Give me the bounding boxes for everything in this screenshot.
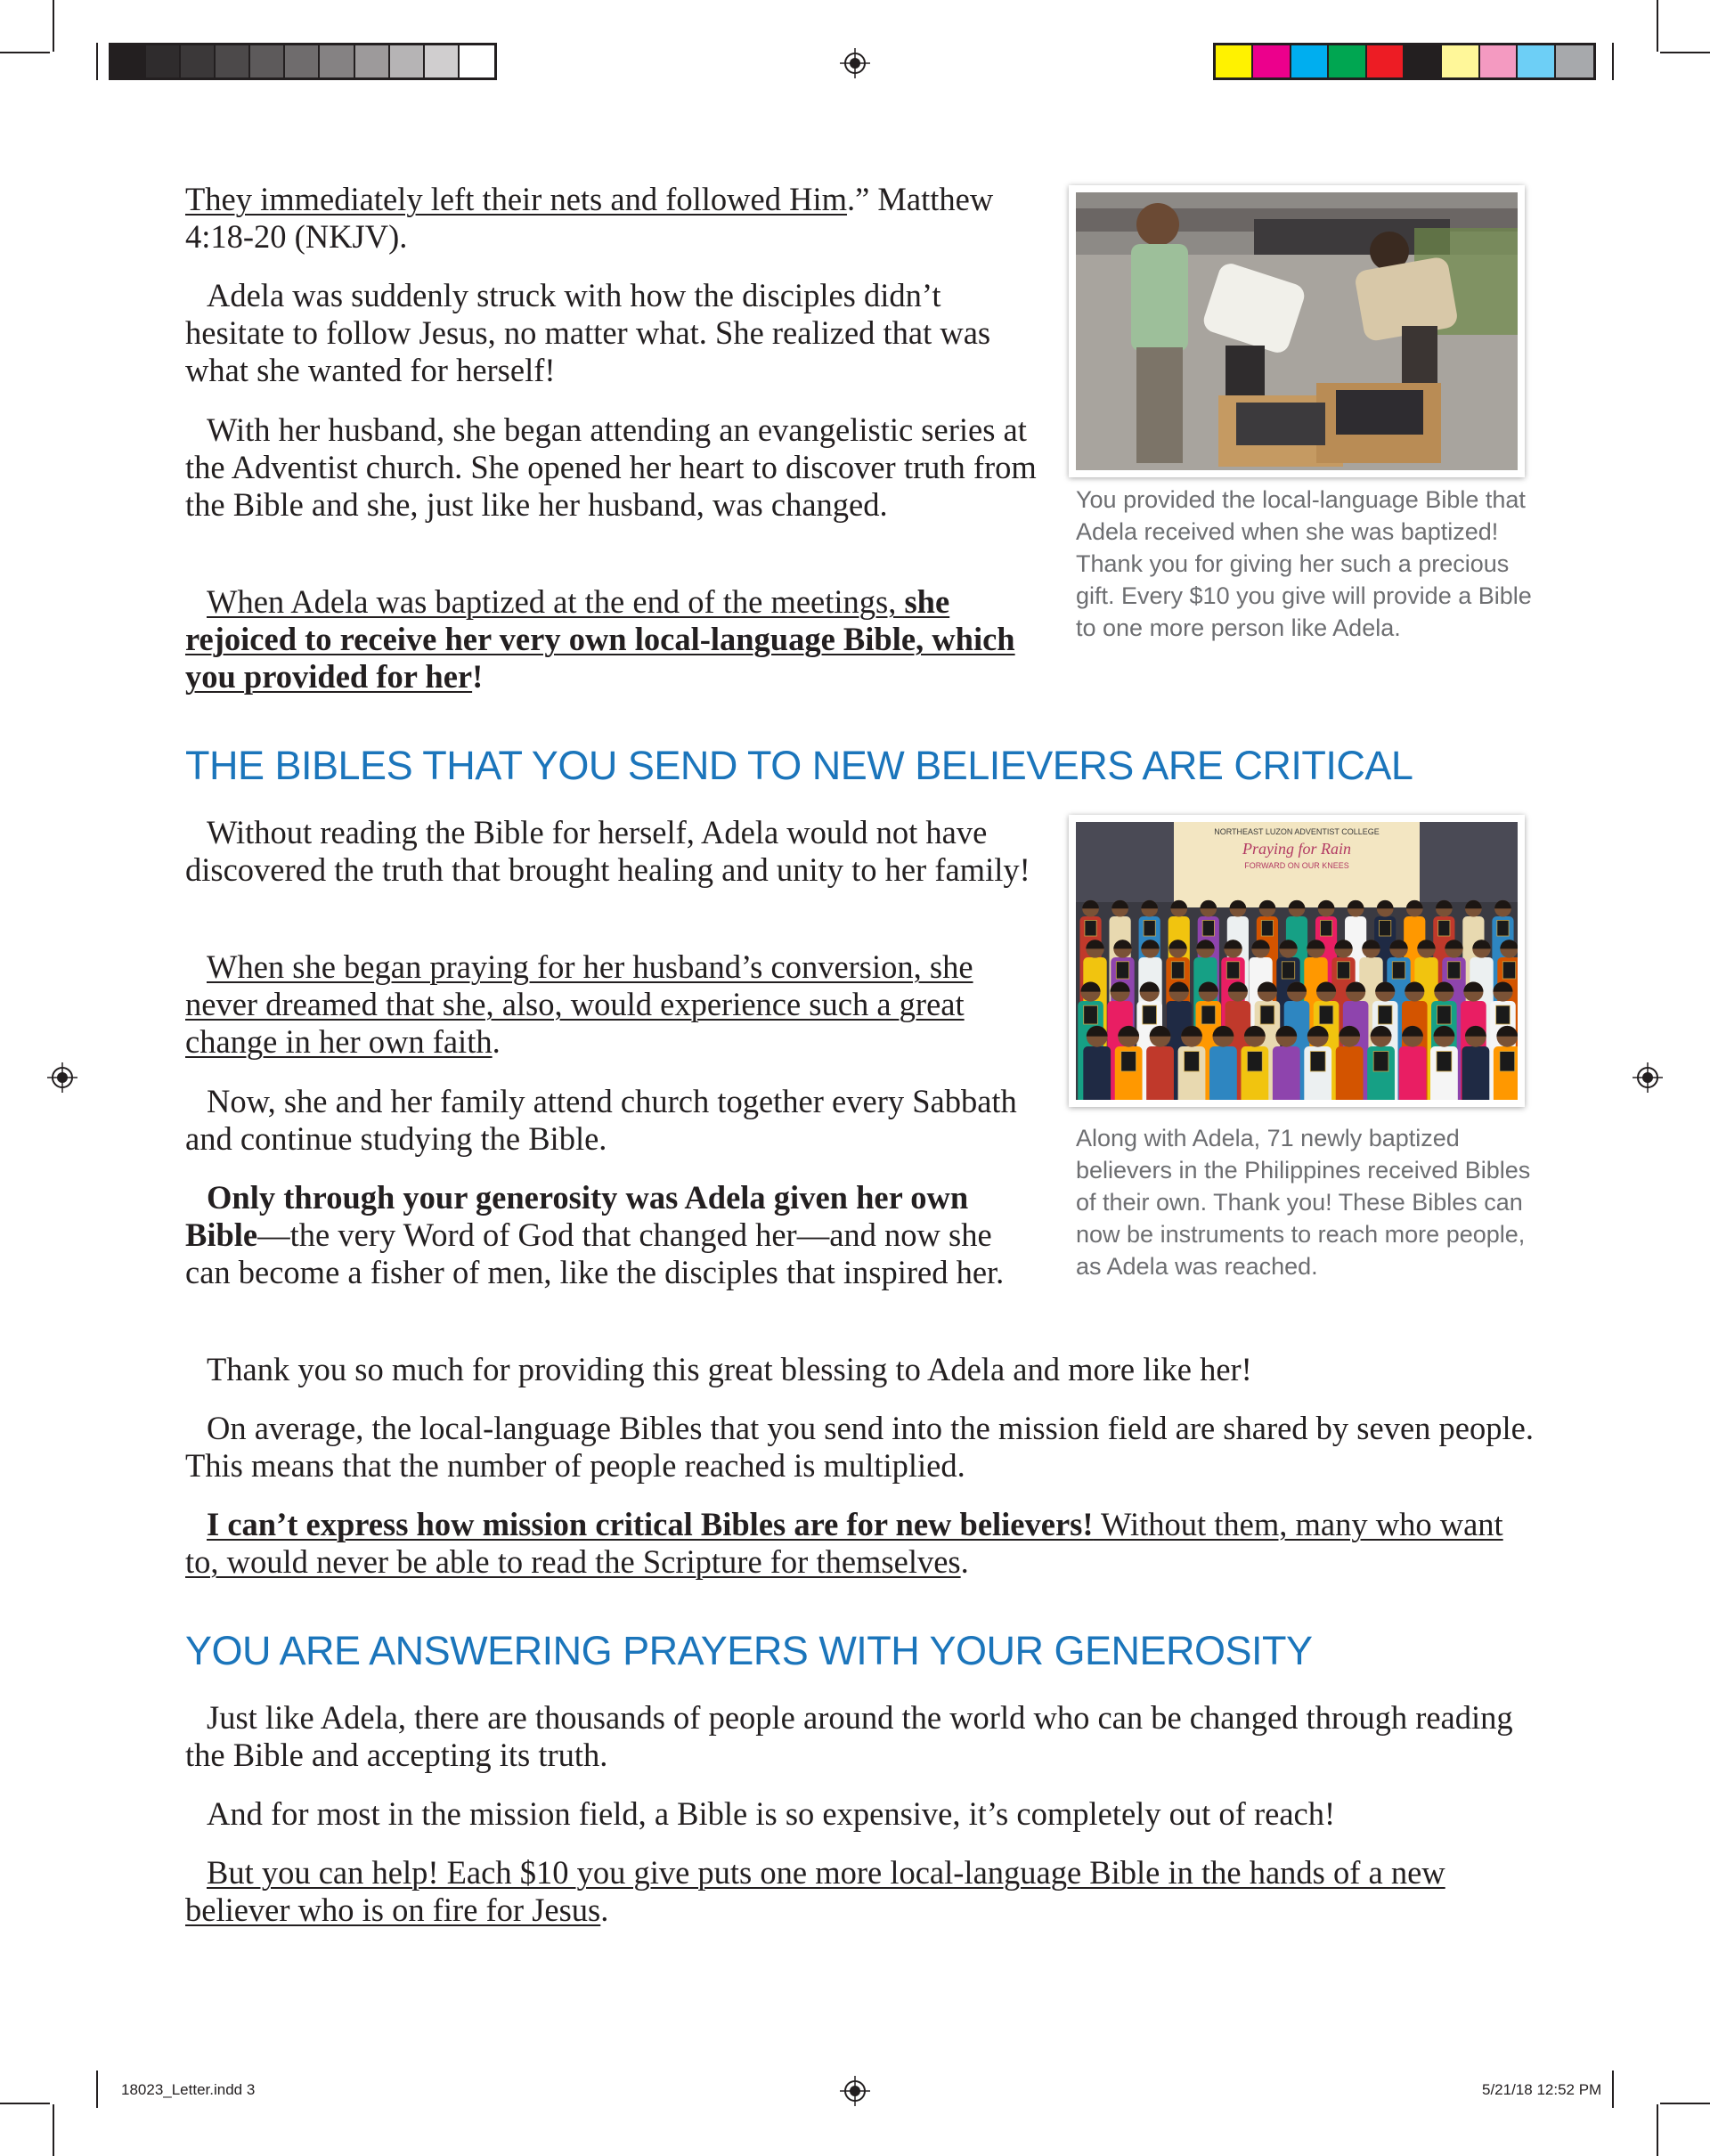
registration-mark-icon xyxy=(840,2076,870,2106)
section2-p3-underlined: But you can help! Each $10 you give puts one more local-language Bible in the hands of a new believer who is on fire for Jesus xyxy=(185,1854,1445,1928)
section2-paragraph-3 xyxy=(185,1854,1539,1929)
section2-p2-text: And for most in the mission field, a Bible is so expensive, it’s completely out of reach! xyxy=(207,1795,1336,1832)
color-swatch xyxy=(1329,45,1366,77)
bible-in-hand xyxy=(1438,920,1450,936)
section2-p3-end: . xyxy=(600,1892,609,1928)
person-body xyxy=(1209,1046,1237,1100)
intro-paragraph-2 xyxy=(185,411,1040,524)
bible-in-hand xyxy=(1084,1005,1098,1024)
quote-paragraph xyxy=(185,181,1040,256)
process-color-bar xyxy=(1213,43,1596,80)
color-swatch xyxy=(1253,45,1291,77)
quote-underlined: They immediately left their nets and followed Him xyxy=(185,181,847,217)
intro-p3-end: ! xyxy=(472,658,484,695)
person-body xyxy=(1462,1046,1489,1100)
baptized-believers-photo xyxy=(1069,815,1525,1107)
bible-in-hand xyxy=(1380,920,1391,936)
person-body xyxy=(1399,1046,1427,1100)
color-swatch xyxy=(1216,45,1253,77)
bible-in-hand xyxy=(1260,1005,1274,1024)
gray-swatch xyxy=(355,45,390,77)
gray-swatch xyxy=(425,45,460,77)
section1-paragraph-1 xyxy=(185,814,1040,889)
bible-in-hand xyxy=(1320,920,1331,936)
color-swatch xyxy=(1556,45,1593,77)
banner-school: NORTHEAST LUZON ADVENTIST COLLEGE xyxy=(1214,827,1380,836)
bible-in-hand xyxy=(1282,962,1294,979)
section1-paragraph-7 xyxy=(185,1506,1539,1581)
section2-paragraph-2 xyxy=(185,1795,1539,1833)
bible-in-hand xyxy=(1373,1052,1388,1071)
registration-mark-icon xyxy=(1633,1062,1663,1093)
person-body xyxy=(1146,1046,1174,1100)
intro-paragraph-3 xyxy=(185,583,1040,696)
section1-p7-bold: I can’t express how mission critical Bibles are for new believers! xyxy=(207,1506,1094,1542)
gray-swatch xyxy=(111,45,146,77)
bible-in-hand xyxy=(1319,1005,1333,1024)
intro-p3-underlined: When Adela was baptized at the end of the meetings, xyxy=(207,583,905,620)
bible-in-hand xyxy=(1378,1005,1392,1024)
gray-swatch xyxy=(320,45,354,77)
section2-paragraph-1 xyxy=(185,1699,1539,1774)
section1-paragraph-3 xyxy=(185,1083,1040,1158)
bible-in-hand xyxy=(1447,962,1460,979)
section1-p1-text: Without reading the Bible for herself, Adela would not have discovered the truth that brought healing and unity to her family! xyxy=(185,814,1030,888)
bible-in-hand xyxy=(1261,920,1273,936)
section1-p2-underlined: When she began praying for her husband’s conversion, she never dreamed that she, also, would experience such a great change in her own faith xyxy=(185,948,973,1060)
crowd-of-believers xyxy=(1078,900,1518,1100)
section1-p2-end: . xyxy=(492,1023,501,1060)
section1-p6-text: On average, the local-language Bibles that you send into the mission field are shared by seven people. This means that the number of people reached is multiplied. xyxy=(185,1410,1534,1484)
bible-in-hand xyxy=(1392,962,1405,979)
bible-in-hand xyxy=(1437,1052,1452,1071)
intro-paragraph-1 xyxy=(185,277,1040,389)
bible-in-hand xyxy=(1226,962,1239,979)
bible-in-hand xyxy=(1502,962,1515,979)
bible-in-hand xyxy=(1500,1052,1515,1071)
bible-in-hand xyxy=(1337,962,1349,979)
bible-in-hand xyxy=(1437,1005,1452,1024)
bible-in-hand xyxy=(1121,1052,1136,1071)
quote-tail: .” Matthew 4:18-20 (NKJV). xyxy=(185,181,994,255)
bible-in-hand xyxy=(1310,1052,1325,1071)
banner-title: Praying for Rain xyxy=(1242,840,1351,858)
section2-heading: YOU ARE ANSWERING PRAYERS WITH YOUR GENEROSITY xyxy=(185,1628,1313,1673)
section1-p7-end: . xyxy=(960,1543,969,1580)
color-swatch xyxy=(1480,45,1518,77)
color-swatch xyxy=(1518,45,1555,77)
registration-mark-icon xyxy=(840,48,870,78)
bible-in-hand xyxy=(1185,1052,1200,1071)
bible-unpacking-photo xyxy=(1069,185,1525,477)
person-body xyxy=(1336,1046,1364,1100)
intro-p3-bold: she rejoiced to receive her very own local-language Bible, which you provided for her xyxy=(185,583,1015,695)
gray-swatch xyxy=(390,45,425,77)
section1-heading: THE BIBLES THAT YOU SEND TO NEW BELIEVERS ARE CRITICAL xyxy=(185,743,1413,788)
color-swatch xyxy=(1442,45,1479,77)
photo2-caption: Along with Adela, 71 newly baptized believers in the Philippines received Bibles of their own. Thank you! These Bibles can now be instruments to reach more people, as Adela was reached. xyxy=(1076,1125,1531,1280)
bible-in-hand xyxy=(1201,1005,1216,1024)
gray-swatch xyxy=(216,45,250,77)
gray-swatch xyxy=(460,45,494,77)
date-slug: 5/21/18 12:52 PM xyxy=(1482,2081,1602,2098)
photo1-caption: You provided the local-language Bible that Adela received when she was baptized! Thank you for giving her such a precious gift. Every $10 you give will provide a Bible to one more person like Adela. xyxy=(1076,486,1532,641)
gray-swatch xyxy=(250,45,285,77)
bible-in-hand xyxy=(1171,962,1184,979)
bible-in-hand xyxy=(1497,920,1509,936)
section1-paragraph-4 xyxy=(185,1179,1040,1291)
section1-p7-underlined: Without them, many who want to, would never be able to read the Scripture for themselves xyxy=(185,1506,1503,1580)
section1-p5-text: Thank you so much for providing this great blessing to Adela and more like her! xyxy=(207,1351,1252,1387)
gray-swatch xyxy=(146,45,181,77)
gray-swatch xyxy=(285,45,320,77)
section2-p1-text: Just like Adela, there are thousands of people around the world who can be changed through reading the Bible and accepting its truth. xyxy=(185,1699,1513,1773)
person-body xyxy=(1083,1046,1111,1100)
bible-in-hand xyxy=(1085,920,1096,936)
registration-mark-icon xyxy=(47,1062,77,1093)
section1-p3-text: Now, she and her family attend church together every Sabbath and continue studying the Bible. xyxy=(185,1083,1017,1157)
banner-sub: FORWARD ON OUR KNEES xyxy=(1244,861,1349,870)
bible-in-hand xyxy=(1144,920,1155,936)
gray-swatch xyxy=(181,45,216,77)
color-swatch xyxy=(1367,45,1405,77)
bible-in-hand xyxy=(1143,1005,1157,1024)
grayscale-color-bar xyxy=(109,43,497,80)
section1-paragraph-2 xyxy=(185,948,1040,1061)
intro-p2-text: With her husband, she began attending an evangelistic series at the Adventist church. She opened her heart to discover truth from the Bible and she, just like her husband, was changed. xyxy=(185,411,1037,523)
color-swatch xyxy=(1405,45,1442,77)
bible-in-hand xyxy=(1202,920,1214,936)
color-swatch xyxy=(1291,45,1329,77)
intro-p1-text: Adela was suddenly struck with how the disciples didn’t hesitate to follow Jesus, no matter what. She realized that was what she wanted for herself! xyxy=(185,277,991,388)
section1-p4-rest: —the very Word of God that changed her—and now she can become a fisher of men, like the disciples that inspired her. xyxy=(185,1216,1005,1290)
section1-paragraph-6 xyxy=(185,1410,1539,1485)
person-body xyxy=(1273,1046,1300,1100)
file-slug: 18023_Letter.indd 3 xyxy=(121,2081,256,2098)
bible-boxes xyxy=(1218,383,1441,467)
bible-in-hand xyxy=(1116,962,1128,979)
bible-in-hand xyxy=(1247,1052,1262,1071)
section1-p4-bold: Only through your generosity was Adela given her own Bible xyxy=(185,1179,969,1253)
bible-in-hand xyxy=(1496,1005,1510,1024)
section1-paragraph-5 xyxy=(185,1351,1539,1388)
